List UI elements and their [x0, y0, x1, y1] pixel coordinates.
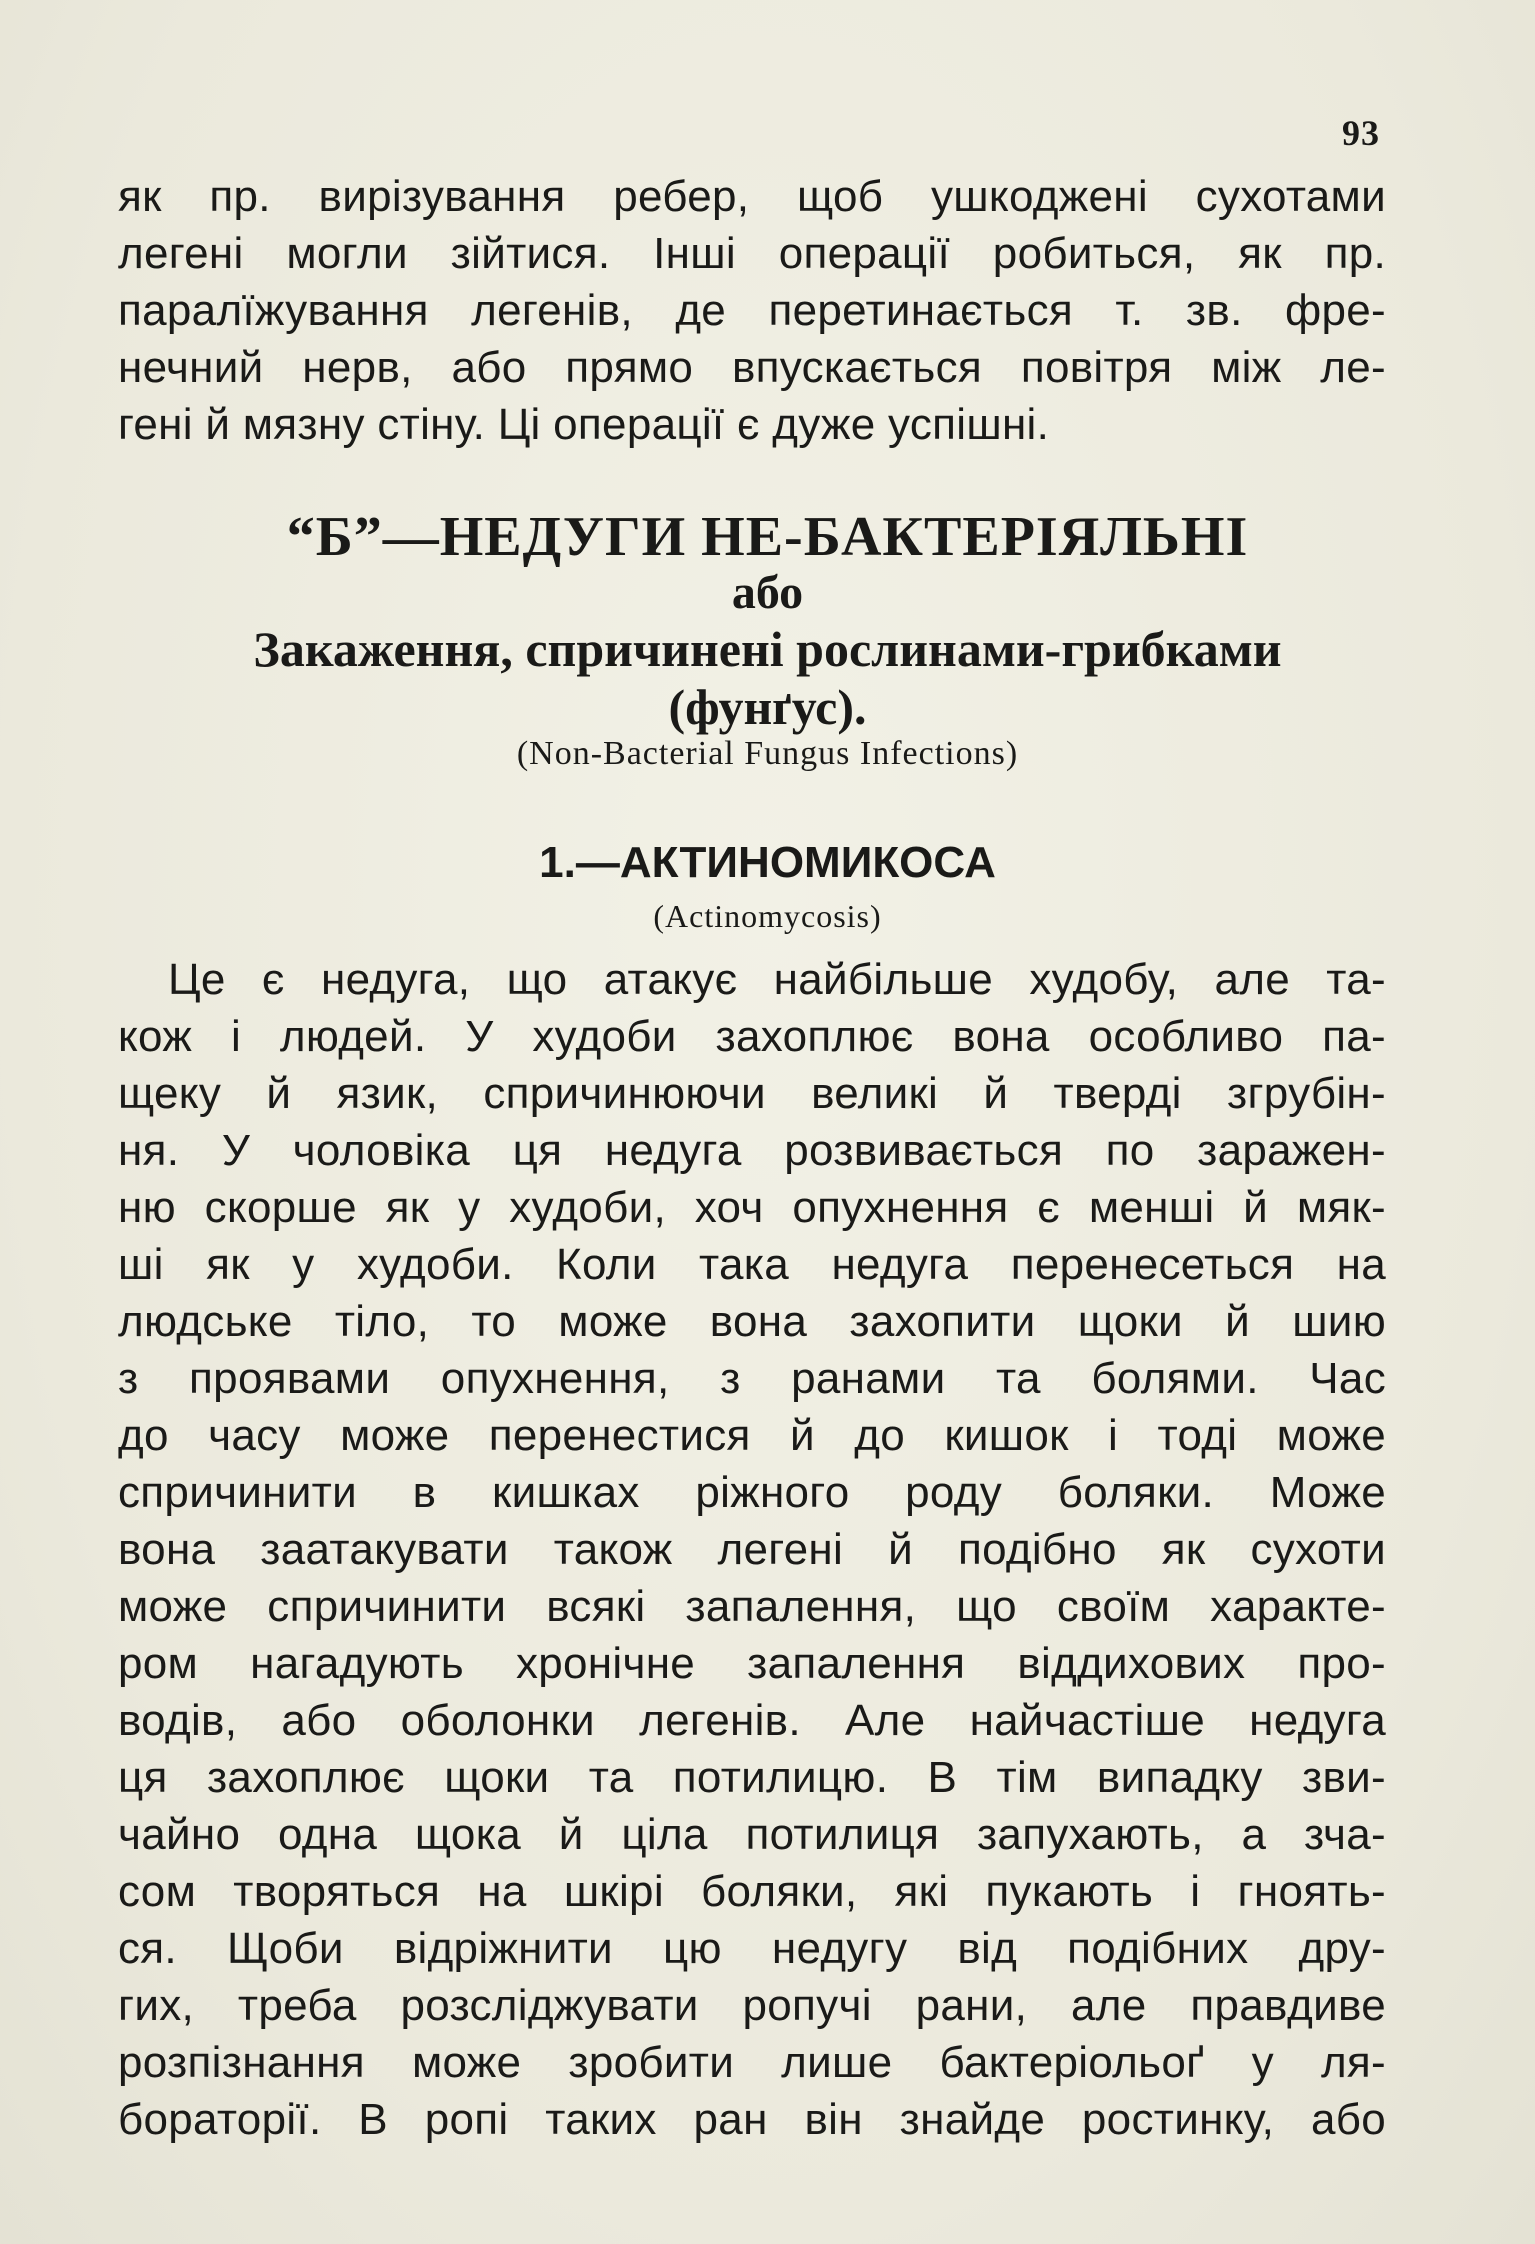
- text-line: гих, треба розсліджувати ропучі рани, але правдиве: [118, 1981, 1386, 2030]
- text-line: водів, або оболонки легенів. Але найчастіше недуга: [118, 1696, 1386, 1745]
- text-line: до часу може перенестися й до кишок і тоді може: [118, 1411, 1386, 1460]
- text-line: спричинити в кишках ріжного роду боляки. Може: [118, 1468, 1386, 1517]
- text-line: вона заатакувати також легені й подібно як сухоти: [118, 1525, 1386, 1574]
- text-line: паралїжування легенів, де перетинається т. зв. фре-: [118, 286, 1386, 335]
- text-line: бораторії. В ропі таких ран він знайде ростинку, або: [118, 2095, 1386, 2144]
- section-english-title: (Actinomycosis): [653, 898, 882, 934]
- text-line: гені й мязну стіну. Ці операції є дуже успішні.: [118, 400, 1050, 449]
- text-line: розпізнання може зробити лише бактеріольоґ у ля-: [118, 2038, 1386, 2087]
- text-line: ця захоплює щоки та потилицю. В тім випадку зви-: [118, 1753, 1386, 1802]
- text-line: людське тіло, то може вона захопити щоки й шию: [118, 1297, 1386, 1346]
- chapter-subheading: Закаження, спричинені рослинами-грибками: [253, 621, 1282, 677]
- chapter-heading-or: або: [731, 566, 804, 619]
- chapter-heading: “Б”—НЕДУГИ НЕ-БАКТЕРІЯЛЬНІ: [286, 506, 1249, 568]
- text-line: ром нагадують хронічне запалення віддихових про-: [118, 1639, 1386, 1688]
- chapter-english-title: (Non-Bacterial Fungus Infections): [516, 735, 1019, 772]
- text-line: нечний нерв, або прямо впускається повітря між ле-: [118, 343, 1386, 392]
- text-line: ші як у худоби. Коли така недуга перенесеться на: [118, 1240, 1386, 1289]
- text-line: Це є недуга, що атакує найбільше худобу, але та-: [168, 955, 1386, 1004]
- paragraph-top: [118, 168, 1386, 453]
- text-line: ню скорше як у худоби, хоч опухнення є менші й мяк-: [118, 1183, 1386, 1232]
- text-line: з проявами опухнення, з ранами та болями. Час: [118, 1354, 1386, 1403]
- text-line: може спричинити всякі запалення, що своїм характе-: [118, 1582, 1386, 1631]
- text-line: чайно одна щока й ціла потилиця запухають, а зча-: [118, 1810, 1386, 1859]
- text-line: ся. Щоби відріжнити цю недугу від подібних дру-: [118, 1924, 1386, 1973]
- text-line: щеку й язик, спричинюючи великі й тверді згрубін-: [118, 1069, 1386, 1118]
- chapter-subheading: (фунґус).: [668, 679, 867, 735]
- section-title: 1.—АКТИНОМИКОСА: [539, 838, 996, 887]
- page-number: 93: [1342, 113, 1380, 153]
- text-line: сом творяться на шкірі боляки, які пукають і гноять-: [118, 1867, 1386, 1916]
- text-line: ня. У чоловіка ця недуга розвивається по заражен-: [118, 1126, 1386, 1175]
- text-line: як пр. вирізування ребер, щоб ушкоджені сухотами: [118, 172, 1386, 221]
- text-line: легені могли зійтися. Інші операції робиться, як пр.: [118, 229, 1386, 278]
- paragraph-main: [118, 951, 1386, 2148]
- text-line: кож і людей. У худоби захоплює вона особливо па-: [118, 1012, 1386, 1061]
